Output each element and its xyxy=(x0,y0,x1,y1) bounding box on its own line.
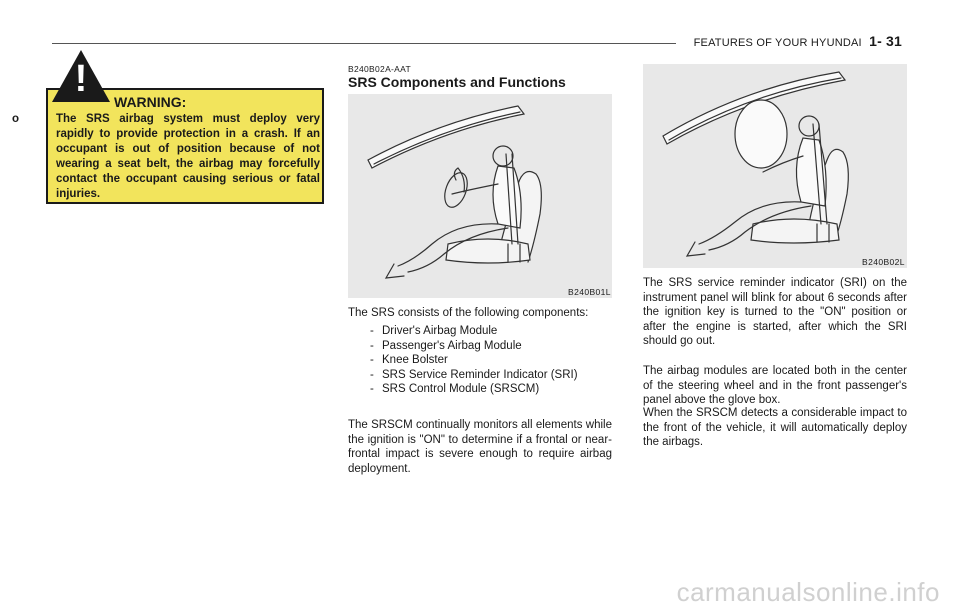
running-head xyxy=(694,33,902,49)
warning-bullet: o xyxy=(12,113,20,125)
warning-body xyxy=(12,112,320,202)
list-item: - Passenger's Airbag Module xyxy=(372,339,578,354)
exclamation-icon: ! xyxy=(74,58,88,100)
section-heading: SRS Components and Functions xyxy=(348,74,566,90)
figure2-code: B240B02L xyxy=(862,257,905,267)
components-list xyxy=(372,324,578,397)
monitor-paragraph: The SRSCM continually monitors all elements while the ignition is "ON" to determine if a frontal or near-frontal impact is severe enough to require airbag deployment. xyxy=(348,419,612,475)
passenger-airbag-illustration xyxy=(643,64,907,268)
list-item: - Driver's Airbag Module xyxy=(372,324,578,339)
list-item: - SRS Service Reminder Indicator (SRI) xyxy=(372,368,578,383)
header-rule xyxy=(52,43,676,44)
figure-passenger-airbag xyxy=(643,64,907,268)
list-item: - SRS Control Module (SRSCM) xyxy=(372,382,578,397)
figure1-code: B240B01L xyxy=(568,287,611,297)
section-title: FEATURES OF YOUR HYUNDAI xyxy=(693,37,862,49)
figure-driver-airbag xyxy=(348,94,612,298)
warning-title: WARNING: xyxy=(114,94,187,110)
sri-paragraph: The SRS service reminder indicator (SRI) on the instrument panel will blink for about 6 seconds after the ignition key is turned to the "ON" position or after the engine is started, after which the SRI should go out. xyxy=(643,277,907,347)
driver-airbag-illustration xyxy=(348,94,612,298)
section-code: B240B02A-AAT xyxy=(348,64,411,74)
warning-text: The SRS airbag system must deploy very rapidly to provide protection in a crash. If an occupant is out of position because of not wearing a seat belt, the airbag may forcefully contact the occupant causing serious or fatal injuries. xyxy=(56,113,320,200)
watermark: carmanualsonline.info xyxy=(676,577,940,607)
components-intro: The SRS consists of the following components: xyxy=(348,307,589,319)
page-number: 1- 31 xyxy=(869,33,902,49)
location-paragraph: The airbag modules are located both in the center of the steering wheel and in the front passenger's panel above the glove box. xyxy=(643,365,907,406)
deploy-paragraph: When the SRSCM detects a considerable impact to the front of the vehicle, it will automatically deploy the airbags. xyxy=(643,407,907,448)
list-item: - Knee Bolster xyxy=(372,353,578,368)
